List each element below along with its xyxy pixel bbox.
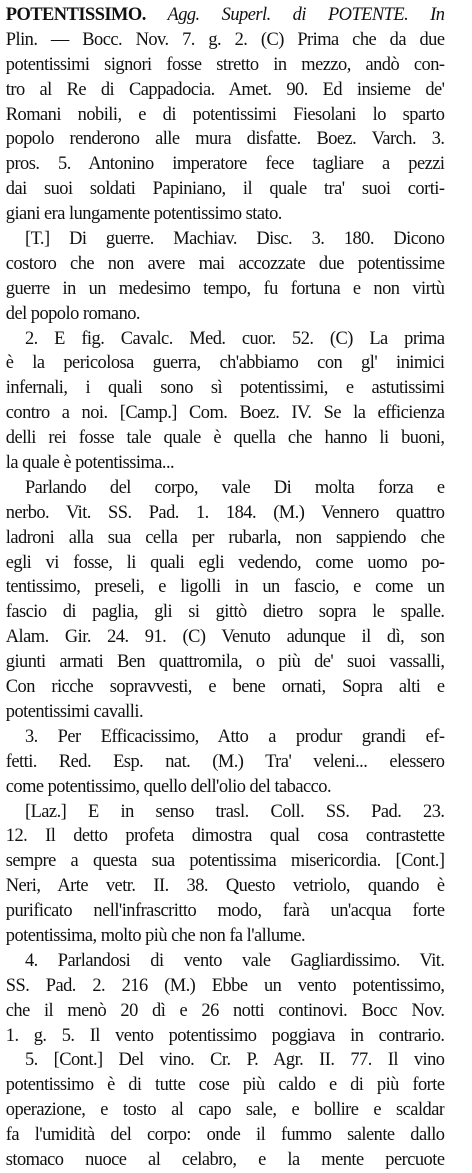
text-line-6: popolo renderono alle mura disfatte. Boez. Varch. 3.: [5, 128, 445, 150]
text-line-31: fetti. Red. Esp. nat. (M.) Tra' veleni... elessero: [5, 750, 445, 772]
text-line-21: nerbo. Vit. SS. Pad. 1. 184. (M.) Vennero quattro: [5, 501, 445, 523]
text-line-16: infernali, i quali sono sì potentissimi, e astutissimi: [5, 377, 445, 399]
text-line-37: purificato nell'infrascritto modo, farà un'acqua forte: [5, 900, 445, 922]
text-line-24: tentissimo, preseli, e ligolli in un fascio, e come un: [5, 576, 445, 598]
headword-definition: Agg. Superl. di POTENTE. In: [145, 4, 445, 25]
text-line-28: Con ricche sopravvesti, e bene ornati, Sopra alti e: [5, 676, 445, 698]
text-line-33: [Laz.] E in senso trasl. Coll. SS. Pad. 23.: [24, 800, 445, 822]
text-line-26: Alam. Gir. 24. 91. (C) Venuto adunque il dì, son: [5, 626, 445, 648]
text-line-15: è la pericolosa guerra, ch'abbiamo con gl' inimici: [5, 352, 445, 374]
text-line-18: delli rei fosse tale quale è quella che hanno li buoni,: [5, 427, 445, 449]
text-line-29: potentissimi cavalli.: [5, 700, 144, 722]
text-line-47: stomaco nuoce al celabro, e la mente percuote: [5, 1148, 445, 1170]
text-line-43: 5. [Cont.] Del vino. Cr. P. Agr. II. 77. Il vino: [24, 1049, 445, 1071]
text-line-13: del popolo romano.: [5, 302, 141, 324]
headword: POTENTISSIMO.: [5, 4, 146, 25]
text-line-36: Neri, Arte vetr. II. 38. Questo vetriolo, quando è: [5, 875, 445, 897]
text-line-39: 4. Parlandosi di vento vale Gagliardissimo. Vit.: [24, 949, 445, 971]
text-line-30: 3. Per Efficacissimo, Atto a produr grandi ef-: [24, 725, 445, 747]
text-line-8: dai suoi soldati Papiniano, il quale tra' suoi corti-: [5, 178, 445, 200]
text-line-25: fascio di paglia, gli si gittò dietro sopra le spalle.: [5, 601, 445, 623]
text-line-34: 12. Il detto profeta dimostra qual cosa contrastette: [5, 825, 445, 847]
text-line-40: SS. Pad. 2. 216 (M.) Ebbe un vento potentissimo,: [5, 974, 445, 996]
text-line-3: potentissimi signori fosse stretto in mezzo, andò con-: [5, 53, 445, 75]
text-line-23: egli vi fosse, li quali egli vedendo, come uomo po-: [5, 551, 445, 573]
text-line-14: 2. E fig. Cavalc. Med. cuor. 52. (C) La prima: [24, 327, 445, 349]
text-line-17: contro a noi. [Camp.] Com. Boez. IV. Se la efficienza: [5, 402, 445, 424]
text-line-27: giunti armati Ben quattromila, o più de' suoi vassalli,: [5, 651, 445, 673]
text-line-20: Parlando del corpo, vale Di molta forza e: [24, 476, 445, 498]
text-line-4: tro al Re di Cappadocia. Amet. 90. Ed insieme de': [5, 78, 445, 100]
text-line-45: operazione, e tosto al capo sale, e bollire e scaldar: [5, 1099, 445, 1121]
text-line-46: fa l'umidità del corpo: onde il fummo salente dallo: [5, 1124, 445, 1146]
text-line-5: Romani nobili, e di potentissimi Fiesolani lo sparto: [5, 103, 445, 125]
text-line-19: la quale è potentissima...: [5, 452, 175, 474]
text-line-7: pros. 5. Antonino imperatore fece tagliare a pezzi: [5, 153, 445, 175]
text-line-38: potentissima, molto più che non fa l'allume.: [5, 924, 306, 946]
text-line-41: che il menò 20 dì e 26 notti continovi. Bocc Nov.: [5, 999, 445, 1021]
text-line-1: [6, 3, 445, 28]
text-line-22: ladroni alla sua cella per rubarla, non sappiendo che: [5, 526, 445, 548]
text-line-12: guerre in un medesimo tempo, fu fortuna e non virtù: [5, 277, 445, 299]
text-line-10: [T.] Di guerre. Machiav. Disc. 3. 180. Dicono: [24, 228, 445, 250]
text-line-2: Plin. — Bocc. Nov. 7. g. 2. (C) Prima che da due: [5, 28, 445, 50]
text-line-32: come potentissimo, quello dell'olio del tabacco.: [5, 775, 332, 797]
text-line-11: costoro che non avere mai accozzate due potentissime: [5, 252, 445, 274]
text-line-35: sempre a questa sua potentissima misericordia. [Cont.]: [5, 850, 445, 872]
text-line-9: giani era lungamente potentissimo stato.: [5, 203, 282, 225]
text-line-42: 1. g. 5. Il vento potentissimo poggiava in contrario.: [5, 1024, 445, 1046]
text-line-44: potentissimo è di tutte cose più caldo e di più forte: [5, 1074, 445, 1096]
